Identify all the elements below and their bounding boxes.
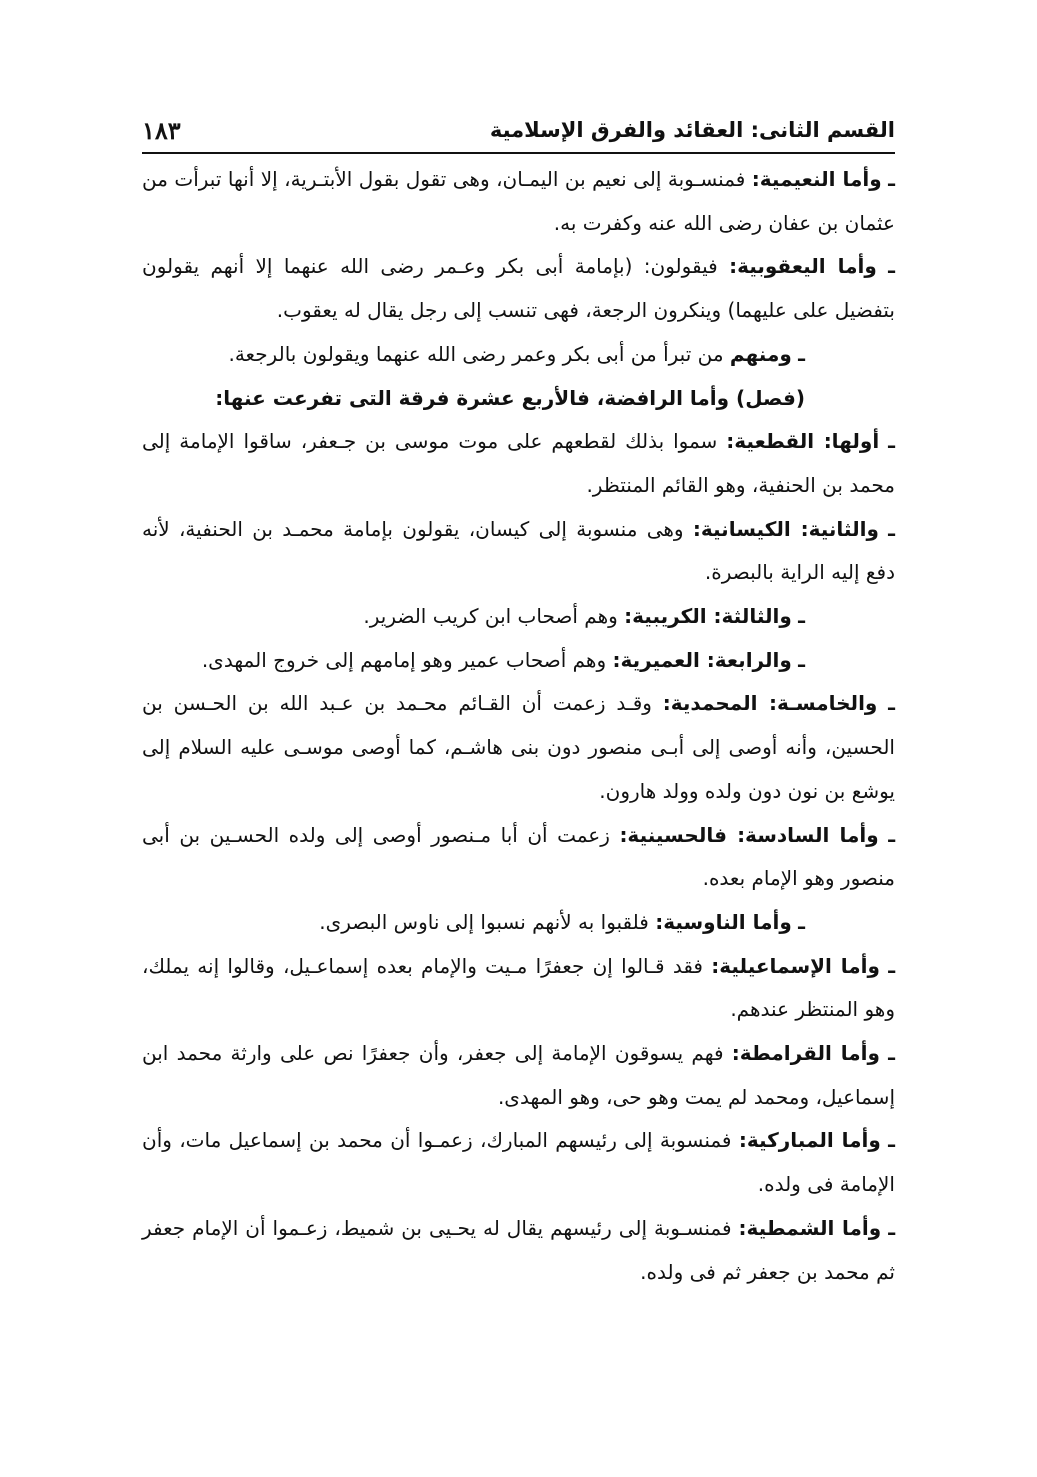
bullet-dash: ـ	[888, 167, 896, 191]
paragraph-lead: وأما الناوسية:	[655, 909, 792, 934]
header-subject: العقائد والفرق الإسلامية	[489, 118, 744, 142]
page-body	[142, 158, 895, 1294]
paragraph-lead: والرابعة: العميرية:	[612, 647, 792, 672]
header-title	[490, 118, 895, 142]
bullet-dash: ـ	[798, 604, 805, 629]
paragraph-text: فيقولون: (بإمامة أبى بكر وعـمر رضى الله عنهما إلا أنهم يقولون بتفضيل على عليهما) وينكرون الرجعة، فهى تنسب إلى رجل يقال له يعقوب.	[142, 254, 895, 323]
paragraph-lead: ومنهم	[729, 341, 792, 366]
paragraph-lead: والثالثة: الكريبية:	[624, 604, 792, 629]
paragraph-text: فمنسوبة إلى رئيسهم المبارك، زعمـوا أن محمد بن إسماعيل مات، وأن الإمامة فى ولده.	[142, 1128, 895, 1197]
bullet-dash: ـ	[888, 1215, 896, 1240]
paragraph-minhum	[142, 333, 895, 377]
paragraph-yaqubiyya	[142, 245, 895, 332]
paragraph-text: وهم أصحاب عمير وهو إمامهم إلى خروج المهدى.	[201, 647, 607, 672]
paragraph-husayniyya	[142, 814, 895, 901]
paragraph-kuraybiyya	[142, 595, 895, 639]
bullet-dash: ـ	[888, 1041, 895, 1066]
paragraph-lead: وأما السادسة: فالحسينية:	[619, 822, 879, 847]
bullet-dash: ـ	[888, 429, 896, 454]
paragraph-lead: وأما المباركية:	[738, 1128, 881, 1153]
section-heading: (فصل) وأما الرافضة، فالأربع عشرة فرقة التى تفرعت عنها:	[215, 385, 805, 410]
bullet-dash: ـ	[798, 647, 805, 672]
paragraph-shamtiyya	[142, 1207, 895, 1294]
paragraph-lead: وأما القرامطة:	[731, 1041, 880, 1066]
paragraph-text: فهم يسوقون الإمامة إلى جعفر، وأن جعفرًا نص على وارثة محمد ابن إسماعيل، ومحمد لم يمت وهو حى، وهو المهدى.	[142, 1041, 895, 1109]
paragraph-lead: وأما اليعقوبية:	[729, 254, 877, 279]
paragraph-text: وهى منسوبة إلى كيسان، يقولون بإمامة محمـد بن الحنفية، لأنه دفع إليه الراية بالبصرة.	[142, 516, 895, 585]
bullet-dash: ـ	[888, 953, 896, 978]
paragraph-mubarakiyya	[142, 1119, 895, 1206]
paragraph-text: فمنسـوبة إلى نعيم بن اليمـان، وهى تقول بقول الأبتـرية، إلا أنها تبرأت من عثمان بن عفان رضى الله عنه وكفرت به.	[142, 167, 895, 235]
paragraph-muhammadiyya	[142, 682, 895, 813]
paragraph-text: فمنسـوبة إلى رئيسهم يقال له يحـيى بن شميط، زعـموا أن الإمام جعفر ثم محمد بن جعفر ثم فى ولده.	[142, 1215, 895, 1284]
bullet-dash: ـ	[888, 822, 896, 847]
bullet-dash: ـ	[888, 516, 896, 541]
bullet-dash: ـ	[798, 909, 805, 934]
paragraph-text: سموا بذلك لقطعهم على موت موسى بن جـعفر، ساقوا الإمامة إلى محمد بن الحنفية، وهو القائم المنتظر.	[142, 429, 895, 497]
paragraph-text: زعمت أن أبا مـنصور أوصى إلى ولده الحسـين بن أبى منصور وهو الإمام بعده.	[142, 822, 895, 891]
paragraph-lead: أولها: القطعية:	[726, 429, 880, 454]
paragraph-nawusiyya	[142, 901, 895, 945]
paragraph-kaysaniyya	[142, 508, 895, 595]
running-header	[142, 112, 895, 148]
paragraph-naimiyya	[142, 158, 895, 245]
paragraph-text: وهم أصحاب ابن كريب الضرير.	[363, 604, 618, 629]
paragraph-text: وقـد زعمت أن القـائم محـمد بن عـبد الله بن الحـسن بن الحسين، وأنه أوصى إلى أبـى منصور دون بنى هاشـم، كما أوصى موسـى عليه السلام إلى يوشع بن نون دون ولده وولد هارون.	[142, 691, 895, 803]
paragraph-umayriyya	[142, 639, 895, 683]
paragraph-lead: والثانية: الكيسانية:	[692, 516, 879, 541]
bullet-dash: ـ	[888, 691, 896, 716]
paragraph-lead: وأما الإسماعيلية:	[711, 953, 880, 978]
paragraph-qaramita	[142, 1032, 895, 1119]
paragraph-lead: وأما الشمطية:	[738, 1215, 882, 1240]
header-rule	[142, 152, 895, 154]
paragraph-lead: والخامسـة: المحمدية:	[662, 691, 878, 716]
page-number: ١٨٣	[142, 115, 181, 145]
header-part: القسم الثانى:	[750, 118, 895, 142]
paragraph-ismailiyya	[142, 945, 895, 1032]
paragraph-qatiyya	[142, 420, 895, 507]
paragraph-text: فقد قـالوا إن جعفرًا مـيت والإمام بعده إسماعـيل، وقالوا إنه يملك، وهو المنتظر عندهم.	[142, 953, 895, 1022]
paragraph-lead: وأما النعيمية:	[751, 167, 882, 191]
paragraph-text: من تبرأ من أبى بكر وعمر رضى الله عنهما ويقولون بالرجعة.	[228, 341, 724, 366]
bullet-dash: ـ	[888, 254, 896, 279]
bullet-dash: ـ	[888, 1128, 895, 1153]
paragraph-text: فلقبوا به لأنهم نسبوا إلى ناوس البصرى.	[319, 909, 649, 934]
bullet-dash: ـ	[798, 341, 805, 366]
